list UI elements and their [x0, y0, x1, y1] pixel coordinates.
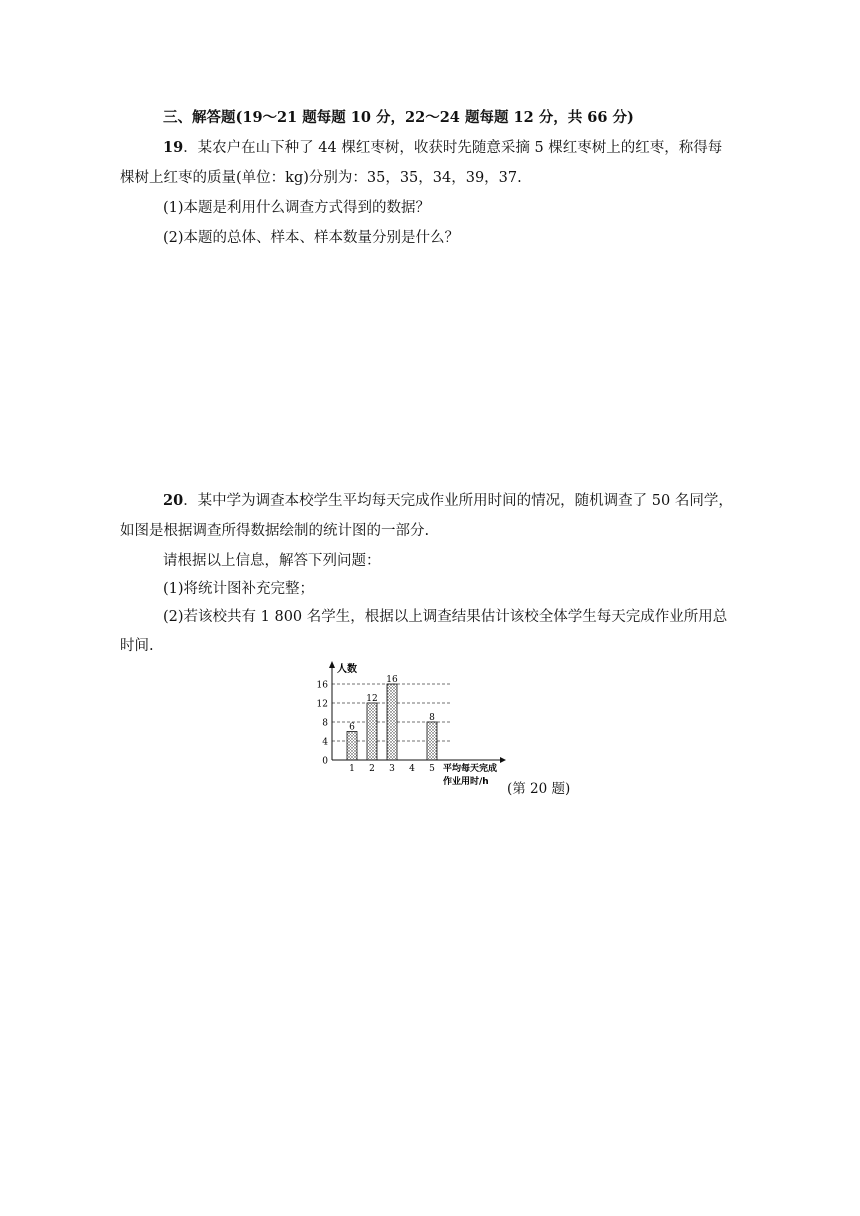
q20-line1-text: ．某中学为调查本校学生平均每天完成作业所用时间的情况，随机调查了 50 名同学，: [183, 493, 733, 509]
x-axis-label-line1: 平均每天完成: [443, 764, 498, 774]
y-tick-label: 12: [316, 699, 328, 710]
q19-sub1: (1)本题是利用什么调查方式得到的数据？: [163, 200, 431, 216]
q20-sub2b: 时间.: [120, 638, 154, 654]
bar: [367, 703, 377, 760]
bar: [347, 732, 357, 761]
y-tick-label: 16: [316, 680, 328, 691]
x-tick-label: 5: [429, 764, 435, 774]
q19-line1-text: ．某农户在山下种了 44 棵红枣树，收获时先随意采摘 5 棵红枣树上的红枣，称得每: [183, 140, 723, 156]
q20-line3: 请根据以上信息，解答下列问题：: [163, 553, 381, 569]
bar-data-label: 6: [349, 722, 355, 733]
figure-caption: (第 20 题): [507, 781, 571, 797]
y-axis-label: 人数: [337, 664, 357, 675]
q20-number: 20: [163, 492, 184, 509]
bar-chart: [312, 660, 512, 790]
q20-sub1: (1)将统计图补充完整；: [163, 581, 315, 597]
bar-chart-svg: [312, 660, 512, 790]
q19-sub2: (2)本题的总体、样本、样本数量分别是什么？: [163, 230, 460, 246]
q19-line1: [163, 138, 722, 158]
x-tick-label: 1: [349, 764, 355, 774]
bar-data-label: 12: [366, 694, 378, 704]
q20-line1: [163, 491, 733, 511]
bar-data-label: 8: [429, 713, 435, 723]
bar-data-label: 16: [386, 675, 398, 685]
y-tick-label: 4: [322, 737, 328, 748]
x-tick-label: 2: [369, 764, 375, 774]
bar: [427, 722, 437, 760]
q20-sub2a: (2)若该校共有 1 800 名学生，根据以上调查结果估计该校全体学生每天完成作业所用总: [163, 609, 728, 625]
bar: [387, 684, 397, 760]
x-tick-label: 4: [409, 764, 415, 774]
x-axis-label-line2: 作业用时/h: [443, 777, 489, 787]
x-tick-label: 3: [389, 764, 395, 774]
y-tick-label: 0: [322, 756, 328, 767]
y-tick-label: 8: [322, 718, 328, 729]
q20-line2: 如图是根据调查所得数据绘制的统计图的一部分.: [120, 523, 430, 539]
q19-number: 19: [163, 139, 184, 156]
section-header: 三、解答题(19～21 题每题 10 分，22～24 题每题 12 分，共 66 分): [163, 109, 634, 126]
q19-line2: 棵树上红枣的质量(单位：kg)分别为：35，35，34，39，37.: [120, 170, 522, 186]
x-axis-arrow: [500, 757, 506, 763]
y-axis-arrow: [329, 661, 335, 668]
